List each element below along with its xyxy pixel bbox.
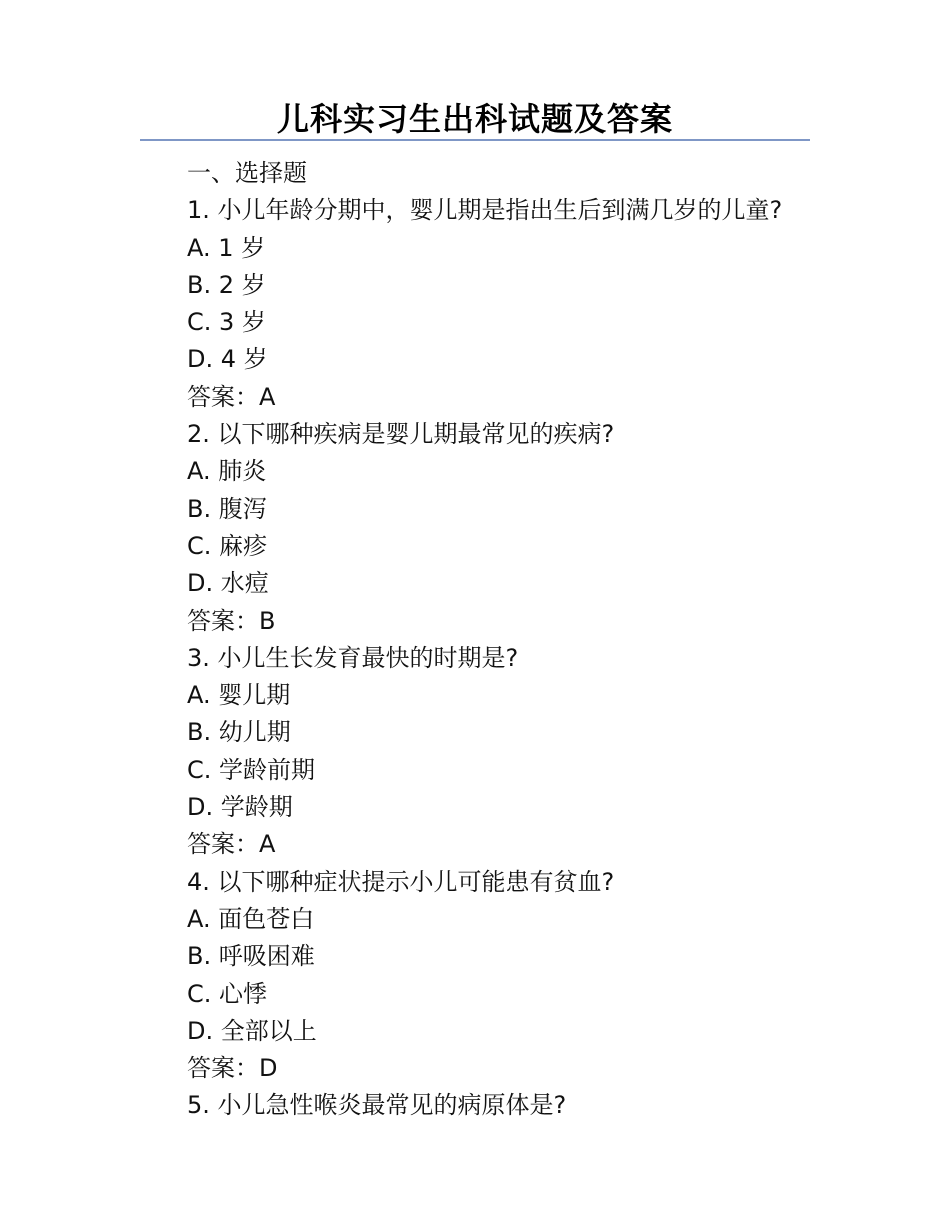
answer-line: 答案：A	[187, 830, 276, 859]
option-c: C. 学龄前期	[187, 755, 316, 784]
answer-line: 答案：D	[187, 1054, 278, 1083]
option-b: B. 呼吸困难	[187, 942, 315, 971]
option-a: A. 1 岁	[187, 233, 266, 262]
question-block	[187, 1087, 827, 1124]
option-d: D. 学龄期	[187, 793, 293, 822]
document-title: 儿科实习生出科试题及答案	[276, 100, 673, 138]
question-stem: 2. 以下哪种疾病是婴儿期最常见的疾病?	[187, 420, 615, 449]
option-b: B. 2 岁	[187, 270, 266, 299]
option-a: A. 婴儿期	[187, 681, 291, 710]
question-stem: 3. 小儿生长发育最快的时期是?	[187, 643, 519, 672]
option-c: C. 心悸	[187, 979, 268, 1008]
option-b: B. 腹泻	[187, 494, 267, 523]
question-block	[187, 640, 827, 864]
option-d: D. 4 岁	[187, 345, 268, 374]
question-stem: 5. 小儿急性喉炎最常见的病原体是?	[187, 1091, 567, 1120]
section-heading: 一、选择题	[187, 159, 307, 187]
question-block	[187, 416, 827, 640]
option-c: C. 3 岁	[187, 308, 266, 337]
option-d: D. 全部以上	[187, 1016, 317, 1045]
question-block	[187, 192, 827, 416]
option-b: B. 幼儿期	[187, 718, 291, 747]
answer-line: 答案：B	[187, 606, 276, 635]
document-body	[187, 155, 827, 1125]
option-d: D. 水痘	[187, 569, 269, 598]
question-block	[187, 864, 827, 1088]
question-stem: 1. 小儿年龄分期中，婴儿期是指出生后到满几岁的儿童?	[187, 196, 783, 225]
option-a: A. 面色苍白	[187, 904, 315, 933]
answer-line: 答案：A	[187, 382, 276, 411]
option-a: A. 肺炎	[187, 457, 267, 486]
question-stem: 4. 以下哪种症状提示小儿可能患有贫血?	[187, 867, 615, 896]
title-underline	[140, 139, 810, 141]
option-c: C. 麻疹	[187, 531, 268, 560]
